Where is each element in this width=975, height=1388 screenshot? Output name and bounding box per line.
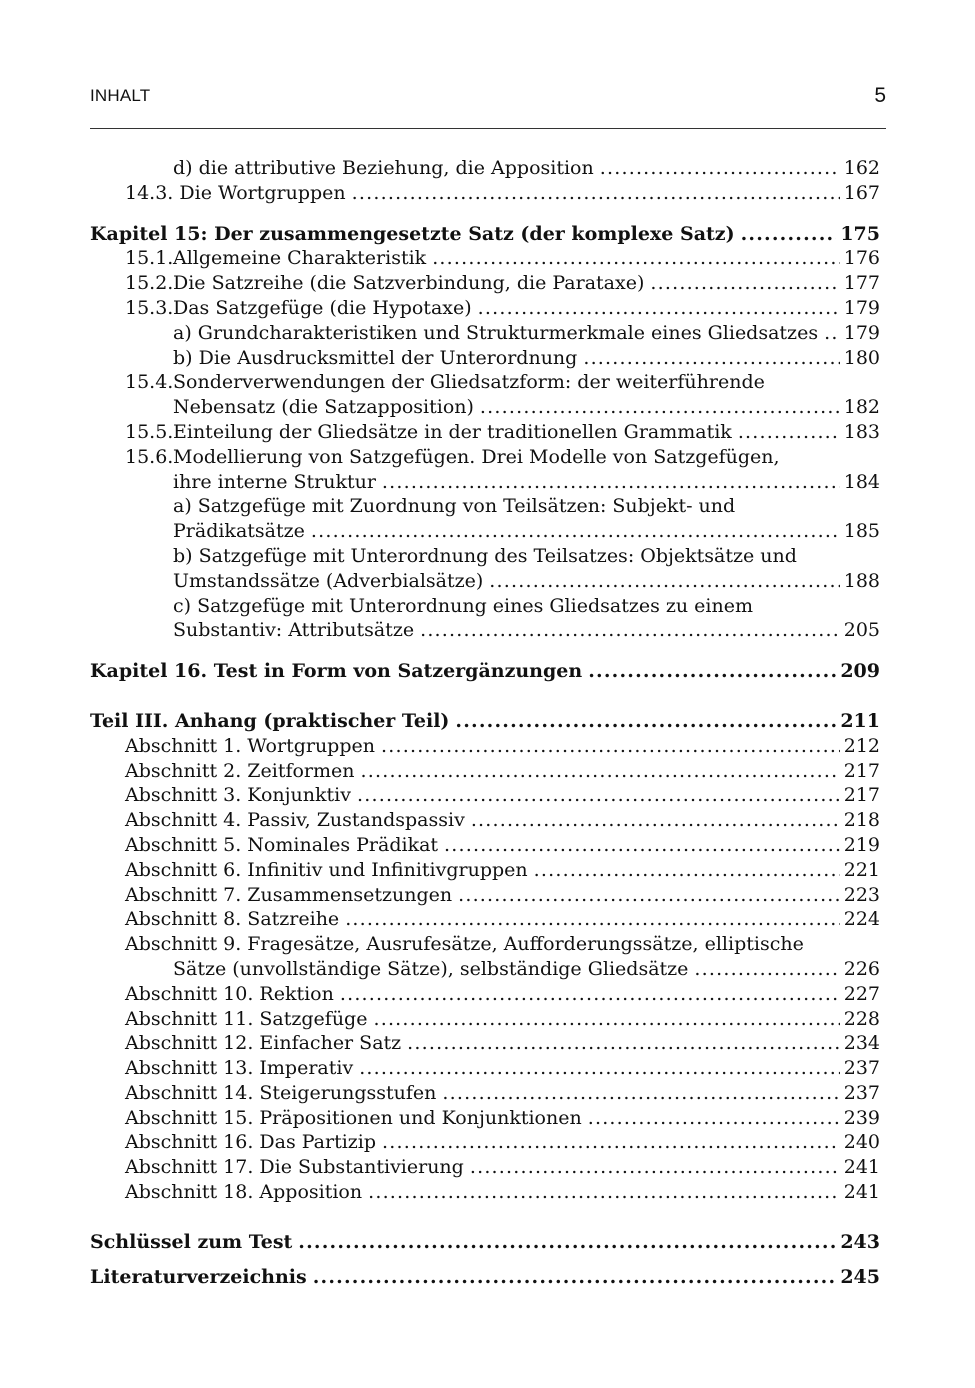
toc-entry-title: Abschnitt 11. Satzgefüge bbox=[125, 1007, 368, 1030]
toc-entry-continuation bbox=[90, 470, 880, 495]
toc-entry-title: a) Satzgefüge mit Zuordnung von Teilsätzen: Subjekt- und bbox=[173, 495, 736, 518]
toc-entry bbox=[90, 1130, 880, 1155]
toc-entry-page: 241 bbox=[843, 1181, 880, 1204]
dot-leader bbox=[458, 883, 840, 908]
toc-entry-page: 205 bbox=[843, 619, 880, 642]
toc-entry-title: Abschnitt 16. Das Partizip bbox=[125, 1131, 377, 1154]
toc-entry-title: Abschnitt 4. Passiv, Zustandspassiv bbox=[125, 809, 465, 832]
toc-entry-title: Abschnitt 8. Satzreihe bbox=[125, 908, 340, 931]
toc-entry bbox=[90, 783, 880, 808]
toc-entry-page: 240 bbox=[843, 1131, 880, 1154]
toc-entry bbox=[90, 346, 880, 371]
dot-leader bbox=[382, 470, 840, 495]
header-rule bbox=[90, 128, 886, 129]
toc-entry-page: 237 bbox=[843, 1057, 880, 1080]
dot-leader bbox=[738, 420, 840, 445]
toc-entry bbox=[90, 907, 880, 932]
toc-entry-number: 15.5. bbox=[125, 420, 174, 443]
toc-entry-title: Substantiv: Attributsätze bbox=[173, 619, 415, 642]
table-of-contents bbox=[90, 156, 880, 1289]
dot-leader bbox=[420, 618, 840, 643]
dot-leader bbox=[588, 659, 836, 684]
toc-chapter-title: Schlüssel zum Test bbox=[90, 1230, 293, 1253]
toc-entry-page: 217 bbox=[843, 784, 880, 807]
toc-entry bbox=[90, 1081, 880, 1106]
toc-entry-title: Einteilung der Gliedsätze in der traditionellen Grammatik bbox=[173, 420, 732, 443]
toc-entry-page: 234 bbox=[843, 1032, 880, 1055]
toc-part-page: 211 bbox=[840, 709, 880, 732]
dot-leader bbox=[588, 1106, 840, 1131]
dot-leader bbox=[741, 222, 837, 247]
dot-leader bbox=[444, 833, 840, 858]
toc-entry-title: Allgemeine Charakteristik bbox=[173, 247, 427, 270]
dot-leader bbox=[824, 321, 840, 346]
toc-entry-title: Umstandssätze (Adverbialsätze) bbox=[173, 569, 484, 592]
toc-entry bbox=[90, 494, 880, 519]
dot-leader bbox=[352, 181, 840, 206]
toc-entry bbox=[90, 271, 880, 296]
toc-entry-page: 185 bbox=[843, 520, 880, 543]
toc-entry bbox=[90, 858, 880, 883]
toc-entry-title: b) Satzgefüge mit Unterordnung des Teilsatzes: Objektsätze und bbox=[173, 544, 797, 567]
toc-entry-page: 177 bbox=[843, 272, 880, 295]
toc-entry-page: 212 bbox=[843, 734, 880, 757]
toc-entry bbox=[90, 1056, 880, 1081]
toc-entry-page: 219 bbox=[843, 833, 880, 856]
toc-entry bbox=[90, 296, 880, 321]
toc-entry-page: 180 bbox=[843, 346, 880, 369]
toc-entry-title: Abschnitt 5. Nominales Prädikat bbox=[125, 833, 439, 856]
toc-entry-title: Abschnitt 1. Wortgruppen bbox=[125, 734, 375, 757]
dot-leader bbox=[470, 1155, 840, 1180]
toc-entry-title: Abschnitt 13. Imperativ bbox=[125, 1057, 354, 1080]
toc-entry-page: 176 bbox=[843, 247, 880, 270]
dot-leader bbox=[432, 246, 840, 271]
toc-entry-title: Abschnitt 6. Infinitiv und Infinitivgruppen bbox=[125, 858, 528, 881]
toc-entry bbox=[90, 833, 880, 858]
dot-leader bbox=[298, 1230, 836, 1255]
dot-leader bbox=[694, 957, 839, 982]
dot-leader bbox=[407, 1031, 840, 1056]
toc-entry-title: Sätze (unvollständige Sätze), selbständige Gliedsätze bbox=[173, 957, 689, 980]
toc-entry-title: Die Satzreihe (die Satzverbindung, die Parataxe) bbox=[173, 272, 645, 295]
dot-leader bbox=[359, 1056, 840, 1081]
dot-leader bbox=[583, 346, 839, 371]
toc-entry-page: 179 bbox=[843, 321, 880, 344]
toc-entry-page: 239 bbox=[843, 1106, 880, 1129]
toc-entry-title: Abschnitt 7. Zusammensetzungen bbox=[125, 883, 453, 906]
dot-leader bbox=[455, 709, 836, 734]
dot-leader bbox=[489, 569, 839, 594]
toc-entry bbox=[90, 544, 880, 569]
toc-entry-continuation bbox=[90, 957, 880, 982]
dot-leader bbox=[373, 1007, 839, 1032]
toc-entry-page: 226 bbox=[843, 957, 880, 980]
toc-entry bbox=[90, 1180, 880, 1205]
dot-leader bbox=[650, 271, 839, 296]
toc-chapter-page: 245 bbox=[840, 1265, 880, 1288]
toc-entry bbox=[90, 982, 880, 1007]
toc-chapter bbox=[90, 1230, 880, 1255]
dot-leader bbox=[340, 982, 840, 1007]
dot-leader bbox=[381, 734, 840, 759]
toc-entry bbox=[90, 181, 880, 206]
toc-entry-page: 184 bbox=[843, 470, 880, 493]
toc-entry-title: Abschnitt 12. Einfacher Satz bbox=[125, 1032, 402, 1055]
toc-chapter bbox=[90, 659, 880, 684]
toc-entry bbox=[90, 1106, 880, 1131]
toc-entry-page: 188 bbox=[843, 569, 880, 592]
toc-entry-title: Abschnitt 17. Die Substantivierung bbox=[125, 1156, 464, 1179]
toc-entry-title: Nebensatz (die Satzapposition) bbox=[173, 396, 474, 419]
dot-leader bbox=[368, 1180, 840, 1205]
toc-entry bbox=[90, 445, 880, 470]
toc-entry-title: Sonderverwendungen der Gliedsatzform: der weiterführende bbox=[173, 371, 765, 394]
running-head-title: INHALT bbox=[90, 86, 151, 105]
toc-entry-number: 15.1. bbox=[125, 247, 174, 270]
toc-entry bbox=[90, 1031, 880, 1056]
toc-chapter-title: Kapitel 15: Der zusammengesetzte Satz (der komplexe Satz) bbox=[90, 222, 735, 245]
toc-chapter bbox=[90, 1265, 880, 1290]
toc-entry-title: b) Die Ausdrucksmittel der Unterordnung bbox=[173, 346, 578, 369]
toc-entry-number: 15.3. bbox=[125, 296, 174, 319]
toc-entry-page: 223 bbox=[843, 883, 880, 906]
toc-entry-title: Das Satzgefüge (die Hypotaxe) bbox=[173, 296, 472, 319]
toc-part bbox=[90, 709, 880, 734]
toc-entry-page: 224 bbox=[843, 908, 880, 931]
toc-entry-page: 218 bbox=[843, 809, 880, 832]
dot-leader bbox=[600, 156, 840, 181]
dot-leader bbox=[361, 759, 840, 784]
toc-chapter-title: Kapitel 16. Test in Form von Satzergänzungen bbox=[90, 660, 583, 683]
page-header bbox=[90, 84, 886, 114]
toc-entry-continuation bbox=[90, 618, 880, 643]
toc-entry-page: 167 bbox=[843, 181, 880, 204]
toc-entry bbox=[90, 156, 880, 181]
dot-leader bbox=[442, 1081, 839, 1106]
toc-entry-number: 15.2. bbox=[125, 272, 174, 295]
toc-entry-continuation bbox=[90, 569, 880, 594]
toc-entry-continuation bbox=[90, 519, 880, 544]
toc-entry-title: Abschnitt 2. Zeitformen bbox=[125, 759, 355, 782]
toc-entry-title: Abschnitt 14. Steigerungsstufen bbox=[125, 1081, 437, 1104]
dot-leader bbox=[480, 395, 840, 420]
toc-entry-title: ihre interne Struktur bbox=[173, 470, 376, 493]
toc-entry bbox=[90, 1007, 880, 1032]
dot-leader bbox=[534, 858, 840, 883]
toc-chapter bbox=[90, 222, 880, 247]
toc-entry bbox=[90, 932, 880, 957]
dot-leader bbox=[345, 907, 840, 932]
toc-chapter-page: 175 bbox=[840, 222, 880, 245]
toc-entry bbox=[90, 321, 880, 346]
toc-entry bbox=[90, 594, 880, 619]
toc-entry-page: 227 bbox=[843, 982, 880, 1005]
toc-entry-title: Abschnitt 18. Apposition bbox=[125, 1181, 363, 1204]
toc-entry-title: Modellierung von Satzgefügen. Drei Modelle von Satzgefügen, bbox=[173, 445, 780, 468]
toc-entry bbox=[90, 246, 880, 271]
toc-entry-title: Abschnitt 10. Rektion bbox=[125, 982, 334, 1005]
toc-entry bbox=[90, 734, 880, 759]
toc-entry-title: a) Grundcharakteristiken und Strukturmerkmale eines Gliedsatzes bbox=[173, 321, 819, 344]
toc-entry-page: 179 bbox=[843, 296, 880, 319]
toc-entry-page: 162 bbox=[843, 157, 880, 179]
toc-entry-page: 228 bbox=[843, 1007, 880, 1030]
dot-leader bbox=[471, 808, 840, 833]
toc-entry-title: c) Satzgefüge mit Unterordnung eines Gliedsatzes zu einem bbox=[173, 594, 753, 617]
toc-entry bbox=[90, 883, 880, 908]
dot-leader bbox=[382, 1130, 840, 1155]
toc-entry-title: d) die attributive Beziehung, die Apposition bbox=[173, 157, 594, 179]
toc-entry-page: 217 bbox=[843, 759, 880, 782]
toc-entry-page: 221 bbox=[843, 858, 880, 881]
dot-leader bbox=[478, 296, 840, 321]
toc-part-title: Teil III. Anhang (praktischer Teil) bbox=[90, 709, 450, 732]
toc-entry-page: 183 bbox=[843, 420, 880, 443]
toc-entry-title: Abschnitt 15. Präpositionen und Konjunktionen bbox=[125, 1106, 582, 1129]
toc-entry-title: Prädikatsätze bbox=[173, 520, 305, 543]
toc-entry bbox=[90, 808, 880, 833]
dot-leader bbox=[313, 1265, 837, 1290]
toc-entry bbox=[90, 420, 880, 445]
toc-chapter-title: Literaturverzeichnis bbox=[90, 1265, 307, 1288]
toc-entry-continuation bbox=[90, 395, 880, 420]
toc-entry-number: 15.6. bbox=[125, 445, 174, 468]
page-number: 5 bbox=[874, 84, 886, 107]
toc-entry-page: 241 bbox=[843, 1156, 880, 1179]
toc-entry-page: 182 bbox=[843, 396, 880, 419]
toc-entry bbox=[90, 370, 880, 395]
toc-entry-page: 237 bbox=[843, 1081, 880, 1104]
toc-entry bbox=[90, 1155, 880, 1180]
toc-entry-title: Abschnitt 3. Konjunktiv bbox=[125, 784, 351, 807]
toc-entry-number: 15.4. bbox=[125, 371, 174, 394]
toc-entry bbox=[90, 759, 880, 784]
toc-chapter-page: 209 bbox=[840, 660, 880, 683]
toc-entry-title: 14.3. Die Wortgruppen bbox=[125, 181, 346, 204]
toc-entry-title: Abschnitt 9. Fragesätze, Ausrufesätze, Aufforderungssätze, elliptische bbox=[125, 933, 804, 956]
dot-leader bbox=[357, 783, 840, 808]
toc-chapter-page: 243 bbox=[840, 1230, 880, 1253]
dot-leader bbox=[311, 519, 840, 544]
